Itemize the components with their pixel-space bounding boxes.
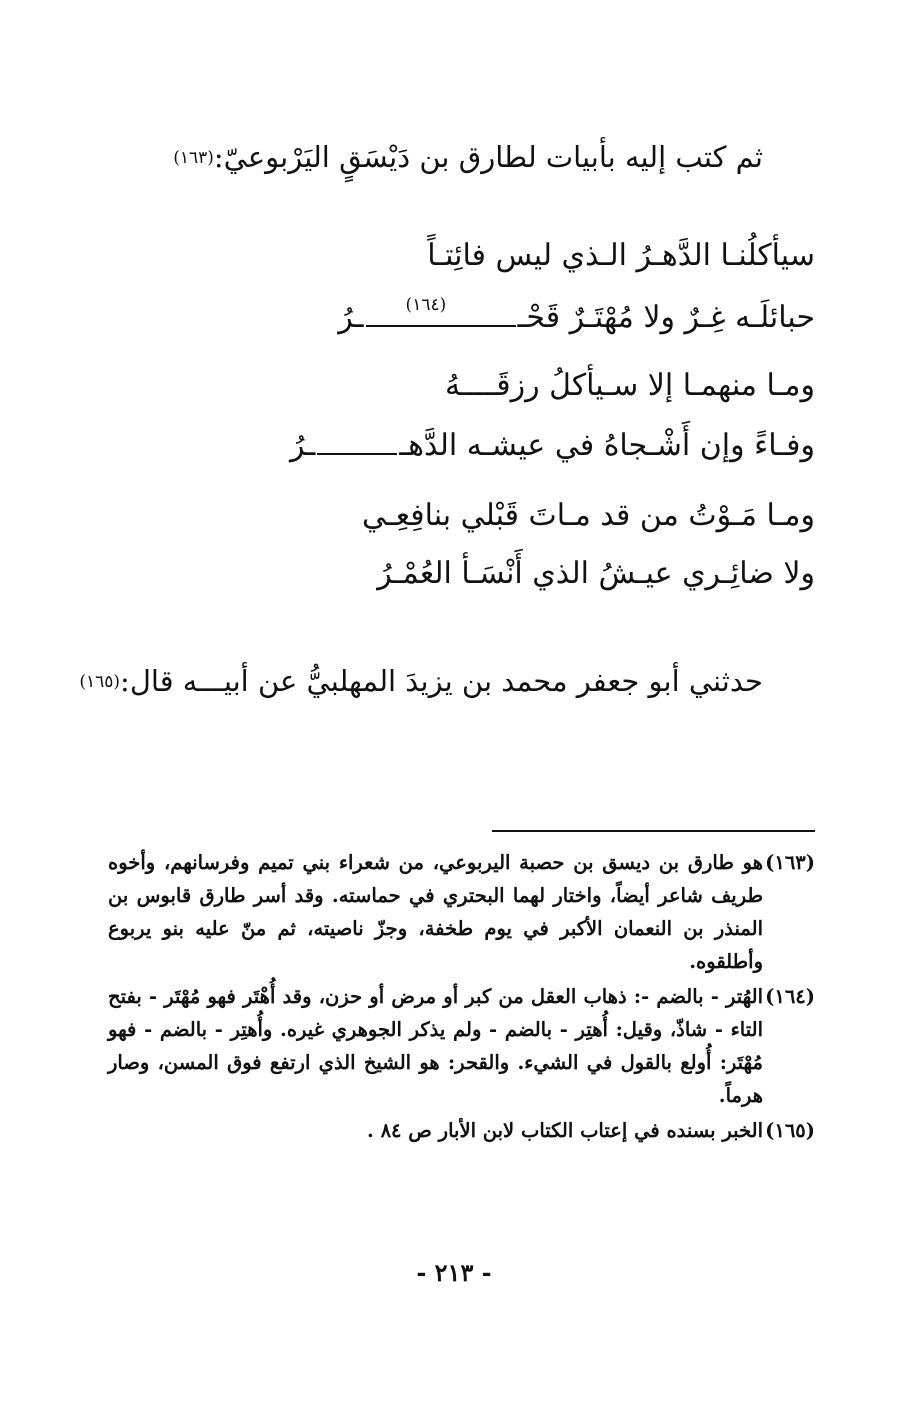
narration-text: حدثني أبو جعفر محمد بن يزيدَ المهلبيُّ عن أبيـــه قال: <box>120 664 763 698</box>
footnote-164 <box>108 980 815 1112</box>
verse-1-first-hemistich: سيأكلُنـا الدَّهـرُ الـذي ليس فائِتـاً <box>427 238 815 273</box>
footnote-text: هو طارق بن ديسق بن حصبة اليربوعي، من شعراء بني تميم وفرسانهم، وأخوه طريف شاعر أيضاً، واختار لهما البحتري في حماسته. وقد أسر طارق قابوس بن المنذر بن النعمان الأكبر في يوم طخفة، وجزّ ناصيته، ثم منّ عليه بنو يربوع وأطلقوه. <box>108 851 763 973</box>
verse-3-first-hemistich: ومـا مَـوْتُ من قد مـاتَ قَبْلي بنافِعِـي <box>361 498 815 533</box>
footnote-ref-164: (١٦٤) <box>405 295 447 315</box>
footnote-ref-163: (١٦٣) <box>173 148 214 168</box>
footnote-ref-165: (١٦٥) <box>79 672 121 692</box>
footnote-163 <box>108 846 815 978</box>
verse-1-second-end: ـرُ <box>338 300 364 335</box>
verse-3-second-text: ولا ضائِـري عيـشُ الذي أَنْسَـأ العُمْـرُ <box>377 556 815 591</box>
footnote-text: الهُتر - بالضم -: ذهاب العقل من كبر أو مرض أو حزن، وقد أُهْتَر فهو مُهْتَر - بفتح التاء - شاذّ، وقيل: أُهتِر - بالضم - ولم يذكر الجوهري غيره. وأُهتِر - بالضم - فهو مُهْتَر: أُولع بالقول في الشيء. والقحر: هو الشيخ الذي ارتفع فوق المسن، وصار هرماً. <box>108 985 764 1107</box>
footnote-text: الخبر بسنده في إعتاب الكتاب لابن الأبار ص ٨٤ . <box>366 1119 763 1142</box>
intro-line <box>173 140 763 174</box>
verse-2-first-hemistich: ومـا منهمـا إلا سـيأكلُ رزقَــــهُ <box>445 368 815 403</box>
footnote-number: (١٦٤) <box>765 985 815 1008</box>
verse-3-second-hemistich <box>110 556 815 591</box>
page-number: - ٢١٣ - <box>416 1258 492 1287</box>
verse-1-second-hemistich <box>110 295 815 335</box>
footnote-165 <box>108 1114 815 1147</box>
kashida-stretch <box>366 295 516 327</box>
kashida-stretch <box>317 453 397 455</box>
footnote-separator <box>492 830 815 832</box>
narration-line <box>79 664 763 698</box>
footnotes <box>108 846 815 1149</box>
intro-text: ثم كتب إليه بأبيات لطارق بن دَيْسَقٍ اليَرْبوعيّ: <box>213 140 763 174</box>
verse-2-second-end: ـرُ <box>290 428 316 463</box>
footnote-number: (١٦٥) <box>765 1119 815 1142</box>
verse-2-second-text: وفـاءً وإن أَشْـجاهُ في عيشـه الدَّهـ <box>399 428 815 463</box>
verse-1-second-text: حبائلَـه غِـرٌ ولا مُهْتَـرٌ قَحْـ <box>517 300 815 335</box>
verse-2-second-hemistich <box>110 428 815 463</box>
footnote-number: (١٦٣) <box>765 851 815 874</box>
